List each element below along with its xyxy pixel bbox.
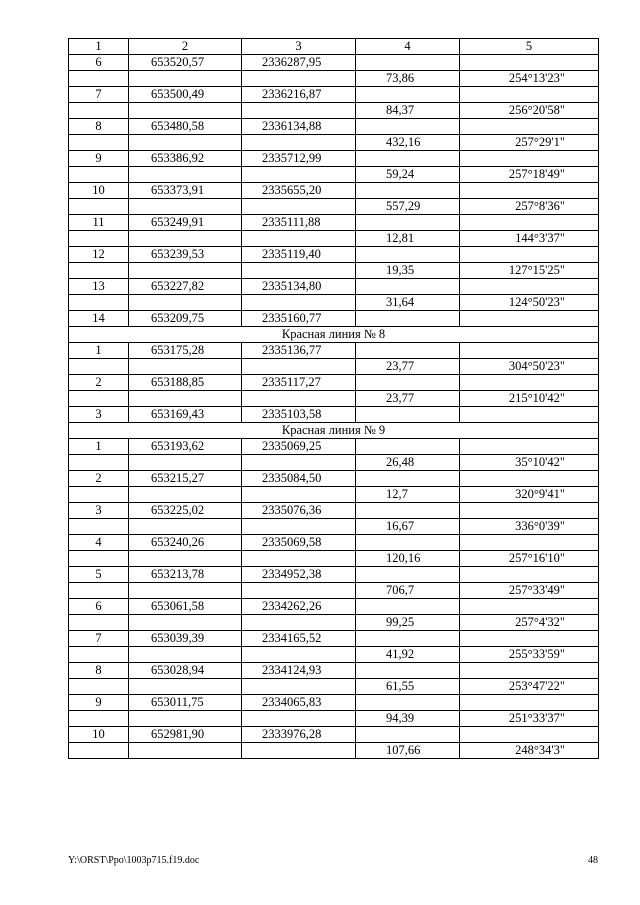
direction-angle-cell (460, 471, 599, 487)
direction-angle-cell: 35°10'42" (460, 455, 599, 471)
length-cell (356, 87, 460, 103)
point-number-cell: 8 (69, 663, 129, 679)
point-number-cell (69, 71, 129, 87)
y-coordinate-cell: 2335134,80 (242, 279, 356, 295)
length-cell: 31,64 (356, 295, 460, 311)
y-coordinate-cell: 2334165,52 (242, 631, 356, 647)
x-coordinate-cell (129, 359, 242, 375)
point-number-cell (69, 519, 129, 535)
x-coordinate-cell: 653175,28 (129, 343, 242, 359)
y-coordinate-cell (242, 455, 356, 471)
x-coordinate-cell: 653169,43 (129, 407, 242, 423)
y-coordinate-cell: 2335084,50 (242, 471, 356, 487)
column-header: 2 (129, 39, 242, 55)
point-number-cell: 9 (69, 695, 129, 711)
point-number-cell (69, 391, 129, 407)
direction-angle-cell: 304°50'23" (460, 359, 599, 375)
y-coordinate-cell: 2335117,27 (242, 375, 356, 391)
x-coordinate-cell: 653215,27 (129, 471, 242, 487)
segment-row (69, 647, 599, 663)
x-coordinate-cell: 653480,58 (129, 119, 242, 135)
direction-angle-cell (460, 663, 599, 679)
y-coordinate-cell (242, 71, 356, 87)
point-row (69, 87, 599, 103)
direction-angle-cell: 320°9'41" (460, 487, 599, 503)
direction-angle-cell (460, 55, 599, 71)
direction-angle-cell (460, 215, 599, 231)
y-coordinate-cell (242, 615, 356, 631)
x-coordinate-cell (129, 711, 242, 727)
y-coordinate-cell (242, 679, 356, 695)
x-coordinate-cell (129, 743, 242, 759)
direction-angle-cell (460, 599, 599, 615)
direction-angle-cell (460, 343, 599, 359)
point-number-cell: 8 (69, 119, 129, 135)
point-number-cell (69, 743, 129, 759)
direction-angle-cell: 257°29'1" (460, 135, 599, 151)
x-coordinate-cell: 653061,58 (129, 599, 242, 615)
direction-angle-cell (460, 503, 599, 519)
length-cell (356, 279, 460, 295)
point-number-cell: 3 (69, 407, 129, 423)
point-number-cell: 6 (69, 55, 129, 71)
x-coordinate-cell (129, 391, 242, 407)
length-cell (356, 247, 460, 263)
length-cell: 73,86 (356, 71, 460, 87)
length-cell: 12,81 (356, 231, 460, 247)
length-cell: 706,7 (356, 583, 460, 599)
point-number-cell (69, 135, 129, 151)
direction-angle-cell: 256°20'58" (460, 103, 599, 119)
direction-angle-cell (460, 375, 599, 391)
point-number-cell: 14 (69, 311, 129, 327)
point-number-cell (69, 199, 129, 215)
file-path: Y:\ORST\Ppo\1003p715.f19.doc (68, 855, 200, 866)
direction-angle-cell (460, 695, 599, 711)
x-coordinate-cell (129, 679, 242, 695)
length-cell (356, 343, 460, 359)
point-row (69, 599, 599, 615)
point-row (69, 215, 599, 231)
direction-angle-cell: 257°4'32" (460, 615, 599, 631)
y-coordinate-cell (242, 167, 356, 183)
table-header-row (69, 39, 599, 55)
point-row (69, 663, 599, 679)
x-coordinate-cell: 653028,94 (129, 663, 242, 679)
direction-angle-cell: 255°33'59" (460, 647, 599, 663)
direction-angle-cell: 254°13'23" (460, 71, 599, 87)
direction-angle-cell: 144°3'37" (460, 231, 599, 247)
y-coordinate-cell: 2335712,99 (242, 151, 356, 167)
x-coordinate-cell: 653520,57 (129, 55, 242, 71)
direction-angle-cell (460, 407, 599, 423)
point-number-cell: 4 (69, 535, 129, 551)
point-number-cell: 10 (69, 727, 129, 743)
direction-angle-cell (460, 311, 599, 327)
point-number-cell: 5 (69, 567, 129, 583)
direction-angle-cell: 215°10'42" (460, 391, 599, 407)
x-coordinate-cell (129, 455, 242, 471)
y-coordinate-cell (242, 583, 356, 599)
x-coordinate-cell: 653011,75 (129, 695, 242, 711)
point-row (69, 535, 599, 551)
y-coordinate-cell: 2336216,87 (242, 87, 356, 103)
x-coordinate-cell: 653249,91 (129, 215, 242, 231)
point-number-cell: 9 (69, 151, 129, 167)
direction-angle-cell (460, 535, 599, 551)
segment-row (69, 455, 599, 471)
direction-angle-cell (460, 727, 599, 743)
y-coordinate-cell: 2334124,93 (242, 663, 356, 679)
point-row (69, 503, 599, 519)
column-header: 3 (242, 39, 356, 55)
direction-angle-cell (460, 183, 599, 199)
segment-row (69, 199, 599, 215)
length-cell: 41,92 (356, 647, 460, 663)
document-page (68, 38, 598, 759)
length-cell: 23,77 (356, 359, 460, 375)
direction-angle-cell: 251°33'37" (460, 711, 599, 727)
y-coordinate-cell: 2336134,88 (242, 119, 356, 135)
x-coordinate-cell (129, 583, 242, 599)
point-row (69, 311, 599, 327)
length-cell: 99,25 (356, 615, 460, 631)
point-number-cell (69, 295, 129, 311)
length-cell (356, 183, 460, 199)
length-cell: 23,77 (356, 391, 460, 407)
point-row (69, 407, 599, 423)
x-coordinate-cell: 652981,90 (129, 727, 242, 743)
y-coordinate-cell: 2335076,36 (242, 503, 356, 519)
x-coordinate-cell: 653500,49 (129, 87, 242, 103)
y-coordinate-cell (242, 743, 356, 759)
x-coordinate-cell: 653240,26 (129, 535, 242, 551)
direction-angle-cell: 257°8'36" (460, 199, 599, 215)
y-coordinate-cell (242, 263, 356, 279)
point-row (69, 343, 599, 359)
segment-row (69, 711, 599, 727)
section-header-row (69, 423, 599, 439)
segment-row (69, 295, 599, 311)
direction-angle-cell: 257°18'49" (460, 167, 599, 183)
point-row (69, 119, 599, 135)
point-row (69, 439, 599, 455)
x-coordinate-cell: 653209,75 (129, 311, 242, 327)
red-line-section-title: Красная линия № 8 (69, 327, 599, 343)
y-coordinate-cell: 2335069,58 (242, 535, 356, 551)
point-number-cell (69, 359, 129, 375)
point-number-cell (69, 103, 129, 119)
x-coordinate-cell (129, 135, 242, 151)
x-coordinate-cell (129, 519, 242, 535)
y-coordinate-cell (242, 487, 356, 503)
x-coordinate-cell (129, 71, 242, 87)
length-cell (356, 439, 460, 455)
column-header: 5 (460, 39, 599, 55)
segment-row (69, 583, 599, 599)
point-number-cell: 10 (69, 183, 129, 199)
x-coordinate-cell (129, 615, 242, 631)
segment-row (69, 391, 599, 407)
length-cell: 84,37 (356, 103, 460, 119)
y-coordinate-cell: 2336287,95 (242, 55, 356, 71)
direction-angle-cell (460, 87, 599, 103)
point-number-cell (69, 679, 129, 695)
direction-angle-cell: 253°47'22" (460, 679, 599, 695)
x-coordinate-cell (129, 647, 242, 663)
y-coordinate-cell (242, 231, 356, 247)
y-coordinate-cell (242, 359, 356, 375)
length-cell (356, 727, 460, 743)
point-number-cell (69, 487, 129, 503)
length-cell: 432,16 (356, 135, 460, 151)
x-coordinate-cell: 653213,78 (129, 567, 242, 583)
length-cell (356, 535, 460, 551)
point-row (69, 247, 599, 263)
x-coordinate-cell: 653193,62 (129, 439, 242, 455)
y-coordinate-cell (242, 519, 356, 535)
coordinates-table (68, 38, 599, 759)
direction-angle-cell: 124°50'23" (460, 295, 599, 311)
segment-row (69, 167, 599, 183)
page-number: 48 (588, 855, 598, 866)
y-coordinate-cell (242, 103, 356, 119)
y-coordinate-cell: 2335103,58 (242, 407, 356, 423)
x-coordinate-cell (129, 167, 242, 183)
point-number-cell (69, 167, 129, 183)
length-cell: 19,35 (356, 263, 460, 279)
x-coordinate-cell (129, 263, 242, 279)
x-coordinate-cell (129, 103, 242, 119)
length-cell: 107,66 (356, 743, 460, 759)
point-row (69, 151, 599, 167)
length-cell: 61,55 (356, 679, 460, 695)
point-number-cell (69, 455, 129, 471)
direction-angle-cell (460, 439, 599, 455)
x-coordinate-cell: 653039,39 (129, 631, 242, 647)
y-coordinate-cell (242, 199, 356, 215)
length-cell (356, 471, 460, 487)
point-row (69, 183, 599, 199)
y-coordinate-cell (242, 551, 356, 567)
point-row (69, 55, 599, 71)
point-number-cell (69, 583, 129, 599)
segment-row (69, 519, 599, 535)
segment-row (69, 135, 599, 151)
y-coordinate-cell: 2335160,77 (242, 311, 356, 327)
segment-row (69, 359, 599, 375)
point-number-cell: 1 (69, 439, 129, 455)
length-cell (356, 311, 460, 327)
segment-row (69, 103, 599, 119)
point-number-cell: 7 (69, 87, 129, 103)
point-number-cell (69, 647, 129, 663)
length-cell (356, 663, 460, 679)
y-coordinate-cell: 2333976,28 (242, 727, 356, 743)
point-number-cell: 2 (69, 375, 129, 391)
point-row (69, 695, 599, 711)
x-coordinate-cell (129, 231, 242, 247)
point-row (69, 727, 599, 743)
y-coordinate-cell: 2335111,88 (242, 215, 356, 231)
x-coordinate-cell: 653386,92 (129, 151, 242, 167)
length-cell (356, 631, 460, 647)
direction-angle-cell: 257°33'49" (460, 583, 599, 599)
point-number-cell (69, 551, 129, 567)
direction-angle-cell: 127°15'25" (460, 263, 599, 279)
segment-row (69, 263, 599, 279)
point-number-cell: 6 (69, 599, 129, 615)
point-number-cell: 1 (69, 343, 129, 359)
y-coordinate-cell (242, 711, 356, 727)
x-coordinate-cell: 653227,82 (129, 279, 242, 295)
segment-row (69, 487, 599, 503)
length-cell (356, 215, 460, 231)
point-number-cell: 3 (69, 503, 129, 519)
y-coordinate-cell: 2335136,77 (242, 343, 356, 359)
segment-row (69, 679, 599, 695)
length-cell (356, 503, 460, 519)
x-coordinate-cell: 653188,85 (129, 375, 242, 391)
point-number-cell (69, 231, 129, 247)
direction-angle-cell (460, 279, 599, 295)
column-header: 4 (356, 39, 460, 55)
y-coordinate-cell: 2335655,20 (242, 183, 356, 199)
point-number-cell: 7 (69, 631, 129, 647)
x-coordinate-cell: 653225,02 (129, 503, 242, 519)
x-coordinate-cell: 653239,53 (129, 247, 242, 263)
point-number-cell: 13 (69, 279, 129, 295)
point-number-cell: 2 (69, 471, 129, 487)
x-coordinate-cell (129, 295, 242, 311)
length-cell (356, 567, 460, 583)
length-cell: 26,48 (356, 455, 460, 471)
direction-angle-cell (460, 151, 599, 167)
segment-row (69, 615, 599, 631)
length-cell (356, 407, 460, 423)
segment-row (69, 743, 599, 759)
length-cell: 557,29 (356, 199, 460, 215)
x-coordinate-cell (129, 551, 242, 567)
x-coordinate-cell: 653373,91 (129, 183, 242, 199)
length-cell: 59,24 (356, 167, 460, 183)
red-line-section-title: Красная линия № 9 (69, 423, 599, 439)
direction-angle-cell (460, 631, 599, 647)
point-number-cell (69, 263, 129, 279)
direction-angle-cell (460, 247, 599, 263)
length-cell: 120,16 (356, 551, 460, 567)
point-number-cell: 12 (69, 247, 129, 263)
direction-angle-cell (460, 567, 599, 583)
point-number-cell (69, 711, 129, 727)
table-body (69, 55, 599, 759)
length-cell: 94,39 (356, 711, 460, 727)
point-number-cell: 11 (69, 215, 129, 231)
segment-row (69, 71, 599, 87)
section-header-row (69, 327, 599, 343)
y-coordinate-cell: 2334952,38 (242, 567, 356, 583)
x-coordinate-cell (129, 199, 242, 215)
segment-row (69, 231, 599, 247)
y-coordinate-cell (242, 295, 356, 311)
y-coordinate-cell: 2334065,83 (242, 695, 356, 711)
length-cell (356, 375, 460, 391)
point-number-cell (69, 615, 129, 631)
point-row (69, 567, 599, 583)
length-cell: 12,7 (356, 487, 460, 503)
y-coordinate-cell: 2335069,25 (242, 439, 356, 455)
point-row (69, 471, 599, 487)
direction-angle-cell (460, 119, 599, 135)
x-coordinate-cell (129, 487, 242, 503)
length-cell (356, 119, 460, 135)
length-cell: 16,67 (356, 519, 460, 535)
y-coordinate-cell (242, 391, 356, 407)
segment-row (69, 551, 599, 567)
point-row (69, 375, 599, 391)
length-cell (356, 55, 460, 71)
column-header: 1 (69, 39, 129, 55)
length-cell (356, 695, 460, 711)
y-coordinate-cell (242, 135, 356, 151)
point-row (69, 631, 599, 647)
direction-angle-cell: 257°16'10" (460, 551, 599, 567)
direction-angle-cell: 248°34'3" (460, 743, 599, 759)
y-coordinate-cell: 2334262,26 (242, 599, 356, 615)
direction-angle-cell: 336°0'39" (460, 519, 599, 535)
point-row (69, 279, 599, 295)
y-coordinate-cell: 2335119,40 (242, 247, 356, 263)
length-cell (356, 599, 460, 615)
y-coordinate-cell (242, 647, 356, 663)
length-cell (356, 151, 460, 167)
